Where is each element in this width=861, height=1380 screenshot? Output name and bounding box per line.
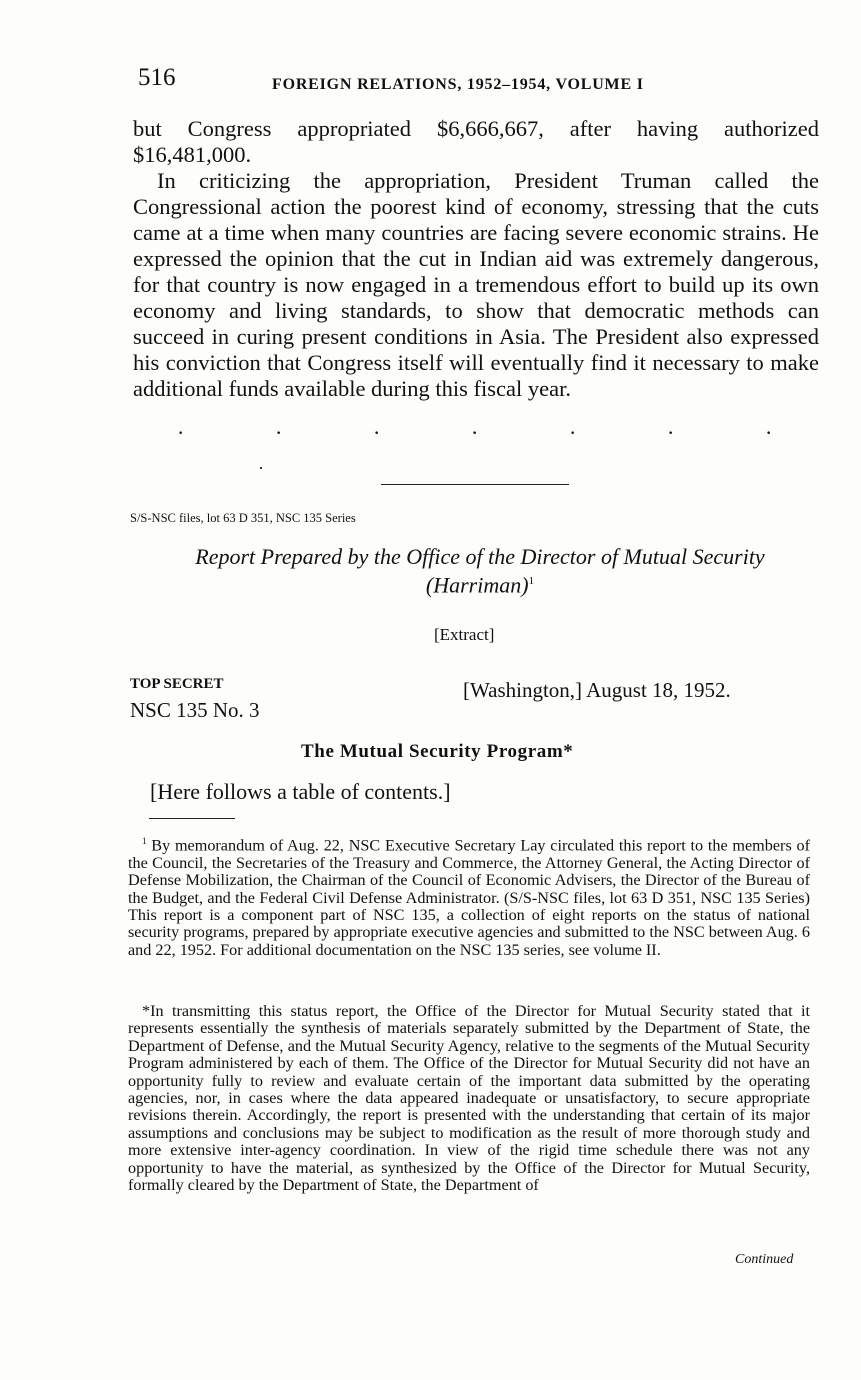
dateline: [Washington,] August 18, 1952.	[463, 678, 731, 702]
section-title-text: The Mutual Security Program	[301, 741, 564, 762]
ellipsis-dot: ·	[373, 420, 381, 445]
footnote-1-marker: 1	[142, 836, 147, 846]
footnote-1	[128, 833, 810, 959]
footnote-asterisk	[128, 1003, 810, 1194]
toc-note: [Here follows a table of contents.]	[150, 779, 451, 804]
ellipsis-dot: ·	[765, 420, 773, 445]
document-number: NSC 135 No. 3	[130, 698, 260, 722]
ellipsis-dot: ·	[275, 420, 283, 445]
document-title-text: Report Prepared by the Office of the Director of Mutual Security (Harriman)	[195, 544, 765, 598]
footnote-ref-asterisk[interactable]: *	[563, 741, 574, 762]
footnote-1-text: By memorandum of Aug. 22, NSC Executive Secretary Lay circulated this report to the members of the Council, the Secretaries of the Treasury and Commerce, the Attorney General, the Acting Director of Defense Mobilization, the Chairman of the Council of Economic Advisers, the Director of the Bureau of the Budget, and the Federal Civil Defense Administrator. (S/S-NSC files, lot 63 D 351, NSC 135 Series) This report is a component part of NSC 135, a collection of eight reports on the status of national security programs, prepared by appropriate executive agencies and submitted to the NSC between Aug. 6 and 22, 1952. For additional documentation on the NSC 135 series, see volume II.	[128, 836, 810, 959]
page-header	[138, 64, 838, 104]
section-title	[301, 741, 573, 763]
footnote-asterisk-marker: *	[142, 1002, 151, 1020]
ellipsis-dot: ·	[177, 420, 185, 445]
classification-label: TOP SECRET	[130, 676, 224, 692]
ellipsis-dot: ·	[667, 420, 675, 445]
source-citation: S/S-NSC files, lot 63 D 351, NSC 135 Series	[130, 511, 356, 525]
ellipsis-separator	[133, 420, 819, 450]
ellipsis-dot: ·	[471, 420, 479, 445]
footnote-divider	[149, 818, 235, 819]
page-number: 516	[138, 64, 176, 91]
document-title	[140, 544, 820, 597]
footnote-asterisk-text: In transmitting this status report, the Office of the Director for Mutual Security stated that it represents essentially the synthesis of materials separately submitted by the Department of State, the Department of Defense, and the Mutual Security Agency, relative to the segments of the Mutual Security Program administered by each of them. The Office of the Director for Mutual Security did not have an opportunity fully to review and evaluate certain of the important data submitted by the operating agencies, nor, in cases where the data appeared inadequate or unsatisfactory, to secure appropriate revisions therein. Accordingly, the report is presented with the understanding that certain of its major assumptions and conclusions may be subject to modification as the result of more thorough study and more extensive inter-agency coordination. In view of the rigid time schedule there was not any opportunity to have the material, as synthesized by the Office of the Director for Mutual Security, formally cleared by the Department of State, the Department of	[128, 1002, 810, 1195]
ellipsis-dot: ·	[569, 420, 577, 445]
section-divider	[381, 484, 569, 485]
footnote-ref-1[interactable]: 1	[528, 575, 535, 587]
stray-mark: ·	[258, 458, 264, 478]
body-paragraph-1: but Congress appropriated $6,666,667, after having authorized $16,481,000.	[133, 116, 819, 167]
body-paragraph-2: In criticizing the appropriation, President Truman called the Congressional action the poorest kind of economy, stressing that the cuts came at a time when many countries are facing severe economic strains. He expressed the opinion that the cut in Indian aid was extremely dangerous, for that country is now engaged in a tremendous effort to build up its own economy and living standards, to show that democratic methods can succeed in curing present conditions in Asia. The President also expressed his conviction that Congress itself will eventually find it necessary to make additional funds available during this fiscal year.	[133, 168, 819, 401]
running-title: FOREIGN RELATIONS, 1952–1954, VOLUME I	[272, 76, 644, 93]
extract-label: [Extract]	[434, 625, 495, 644]
continued-label: Continued	[735, 1252, 794, 1267]
